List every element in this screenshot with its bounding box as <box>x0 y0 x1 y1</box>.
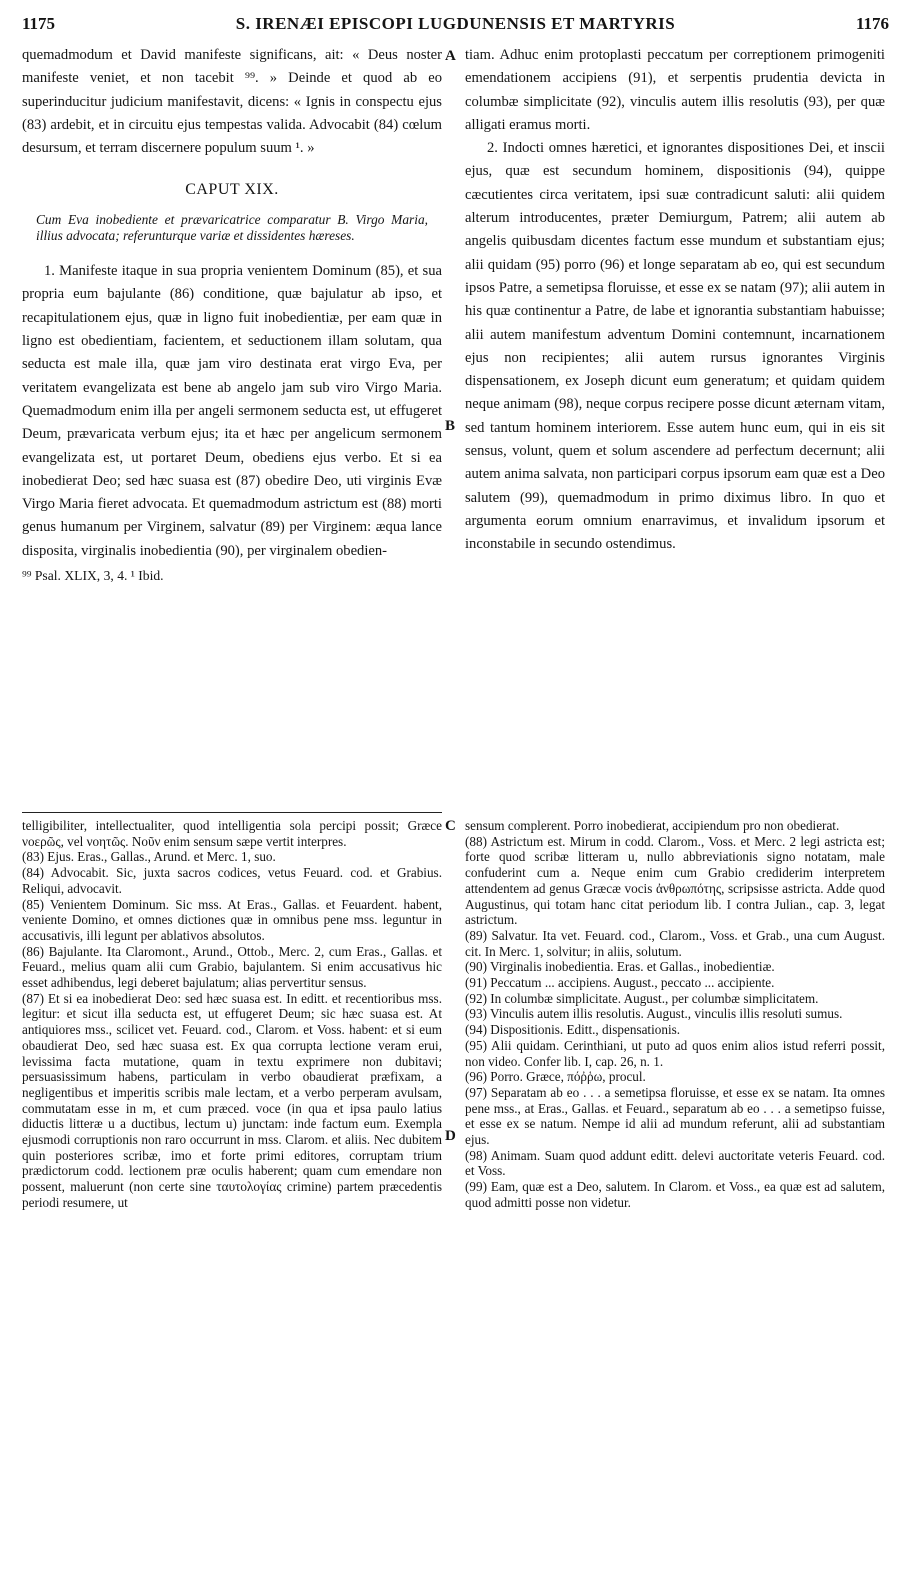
running-header <box>22 14 889 42</box>
note: (91) Peccatum ... accipiens. August., peccato ... accipiente. <box>465 975 775 991</box>
note: telligibiliter, intellectualiter, quod intelligentia sola percipi possit; Græce νοερῶς, vel νοητῶς. Νοῦν enim sensum sæpe vertit interpres. <box>22 818 442 849</box>
note: (83) Ejus. Eras., Gallas., Arund. et Merc. 1, suo. <box>22 849 276 865</box>
notes-right-column <box>465 818 885 1211</box>
note: (99) Eam, quæ est a Deo, salutem. In Clarom. et Voss., ea quæ est ad salutem, quod admitti posse non videtur. <box>465 1179 885 1210</box>
scripture-footnotes: ⁹⁹ Psal. XLIX, 3, 4. ¹ Ibid. <box>22 568 164 584</box>
footnote-divider <box>22 812 442 813</box>
running-title: S. IRENÆI EPISCOPI LUGDUNENSIS ET MARTYRIS <box>235 14 676 33</box>
page-number-right: 1176 <box>855 14 889 33</box>
paragraph-continuation: quemadmodum et David manifeste significans, ait: « Deus noster manifeste veniet, et non tacebit ⁹⁹. » Deinde et quod ab eo superinducitur judicium manifestavit, dicens: « Ignis in conspectu ejus (83) ardebit, et in circuitu ejus tempestas valida. Advocabit (84) cœlum desursum, et terram discernere populum suum ¹. » <box>22 47 442 157</box>
page-number-left: 1175 <box>22 14 56 33</box>
note: (84) Advocabit. Sic, juxta sacros codices, vetus Feuard. cod. et Grabius. Reliqui, advocavit. <box>22 865 442 896</box>
margin-marker-a: A <box>445 48 456 64</box>
note: (92) In columbæ simplicitate. August., per columbæ simplicitatem. <box>465 990 819 1006</box>
note: (88) Astrictum est. Mirum in codd. Clarom., Voss. et Merc. 2 legi astricta est; forte quod scribæ litteram u, nullo abbreviationis signo notatam, male confuderint cum a. Neque enim cum Grabio crediderim interpretem attendentem ad genus Græcæ vocis ἀνθρωπότης, scripsisse astricta. Adde quod Augustinus, qui totam hanc citat periodum lib. I contra Julian., cap. 3, legat astrictum. <box>465 833 885 928</box>
note: (98) Animam. Suam quod addunt editt. delevi auctoritate veteris Feuard. cod. et Voss. <box>465 1147 885 1179</box>
note: (96) Porro. Græce, πόῤῥω, procul. <box>465 1069 646 1085</box>
note: (89) Salvatur. Ita vet. Feuard. cod., Clarom., Voss. et Grab., una cum August. cit. In Merc. 1, solvitur; in aliis, solutum. <box>465 927 885 959</box>
paragraph-continuation-right: tiam. Adhuc enim protoplasti peccatum per correptionem primogeniti emendationem accipiens (91), et serpentis prudentia devicta in columbæ simplicitate (92), vinculis autem illis resolutis (93), per quæ alligati eramus morti. <box>465 47 885 133</box>
main-text-left-column <box>22 44 442 585</box>
margin-marker-b: B <box>445 418 456 434</box>
note: (97) Separatam ab eo . . . a semetipsa floruisse, et esse ex se natam. Ita omnes pene mss., at Eras., Gallas. et Feuard., separatum ab eo . . . a semetipso fuisse, et esse ex se natum. Nempe id alii ad mundum referunt, alii ad substantiam ejus. <box>465 1084 885 1148</box>
note: (94) Dispositionis. Editt., dispensationis. <box>465 1022 681 1038</box>
notes-left-column <box>22 818 442 1211</box>
note: (86) Bajulante. Ita Claromont., Arund., Ottob., Merc. 2, cum Eras., Gallas. et Feuard., melius quam alii cum Grabio, bajulantem. Si enim accusativus hic esset adhibendus, legi deberet bajulatum; alias pervertitur sensus. <box>22 943 442 991</box>
note: (87) Et si ea inobedierat Deo: sed hæc suasa est. In editt. et recentioribus mss. legitur: et sicut illa seducta est, ut effugeret Deum; sic hæc suasa est. At antiquiores mss., scilicet vet. Feuard. cod., Clarom. et Voss. habent: et si eum obaudierat Deo, sed hæc suasa est. Ex qua corrupta lectione veram erui, levissima facta mutatione, quam in textu exprimere non dubitavi; persuasissimum habens, particulam in verbo obaudierat præfixam, a negligentibus et imperitis scribis male lectam, et a verbo perperam avulsam, commutatam esse in m, et cum præced. voce (in qua et ipsa paulo latius diductis litteræ u a ductibus, lectum u) junctam: inde factum eum. Exempla ejusmodi corruptionis non raro occurrunt in mss. Clarom. et aliis. Nec dubitem quin posteriores scribæ, imo et forte primi editores, corruptam trium prædictorum codd. lectionem præ oculis haberent; quam cum emendare non possent, maluerunt (non certe sine ταυτολογίας crimine) partem præcedentis periodi resumere, ut <box>22 990 442 1210</box>
chapter-argument: Cum Eva inobediente et prævaricatrice comparatur B. Virgo Maria, illius advocata; referunturque variæ et dissidentes hæreses. <box>36 211 428 243</box>
margin-marker-c: C <box>445 818 456 834</box>
chapter-title: CAPUT XIX. <box>185 181 279 199</box>
note: sensum complerent. Porro inobedierat, accipiendum pro non obedierat. <box>465 818 840 833</box>
paragraph-1: 1. Manifeste itaque in sua propria venientem Dominum (85), et sua propria eum bajulante (86) conditione, quæ bajulatur ab ipso, et recapitulationem ejus, quæ in ligno fuit inobedientiæ, per eam quæ in ligno est obedientiam, facientem, et seductionem illam solutam, qua seducta est male illa, quæ jam viro destinata erat virgo Eva, per veritatem evangelizata est bene ab angelo jam sub viro Virgo Maria. Quemadmodum enim illa per angeli sermonem seducta est, ut effugeret Deum, prævaricata verbum ejus; ita et hæc per angelicum sermonem evangelizata est, ut portaret Deum, obediens ejus verbo. Et si ea inobedierat Deo; sed hæc suasa est (87) obedire Deo, uti virginis Evæ Virgo Maria fieret advocata. Et quemadmodum astrictum est (88) morti genus humanum per Virginem, salvatur (89) per Virginem: æqua lance disposita, virginalis inobedientia (90), per virginalem obedien- <box>22 263 442 559</box>
margin-marker-d: D <box>445 1128 456 1144</box>
note: (85) Venientem Dominum. Sic mss. At Eras., Gallas. et Feuardent. habent, veniente Domino, et omnes dictiones quæ in omnibus pene mss. leguntur in accusativis, illi legunt per ablativos absolutos. <box>22 896 442 943</box>
note: (90) Virginalis inobedientia. Eras. et Gallas., inobedientiæ. <box>465 959 775 975</box>
note: (93) Vinculis autem illis resolutis. August., vinculis illis resoluti sumus. <box>465 1006 843 1022</box>
note: (95) Alii quidam. Cerinthiani, ut puto ad quos enim alios istud referri possit, non video. Confer lib. I, cap. 26, n. 1. <box>465 1037 885 1069</box>
main-text-right-column <box>465 44 885 557</box>
paragraph-2: 2. Indocti omnes hæretici, et ignorantes dispositiones Dei, et inscii ejus, quæ est secundum hominem, dispositionis (94), quippe cæcutientes circa veritatem, ipsi suæ contradicunt saluti: alii quidem alterum introducentes, præter Demiurgum, Patrem; alii autem ab angelis quibusdam dicentes factum esse mundum et substantiam ejus; alii quidam (95) porro (96) et longe separatam ab eo, qui est secundum ipsos Patre, a semetipsa floruisse, et esse ex se natam (97); alii autem in his quæ continentur a Patre, de labe et ignorantia substantiam habuisse; alii autem manifestum adventum Domini contemnunt, incarnationem ejus non recipientes; alii autem rursus ignorantes Virginis dispensationem, ex Joseph dicunt eum generatum; et quidam quidem neque animam (98), neque corpus recipere posse dicunt æternam vitam, sed tantum hominem interiorem. Esse autem hunc eum, qui in eis sit sensus, volunt, quem et solum ascendere ad perfectum decernunt; alii autem anima salvata, non participari corpus ipsorum eam quæ est a Deo salutem (99), quemadmodum in primo diximus libro. In quo et argumenta eorum omnium enarravimus, et invalidum ipsorum et inconstabile in secundo ostendimus. <box>465 140 885 553</box>
